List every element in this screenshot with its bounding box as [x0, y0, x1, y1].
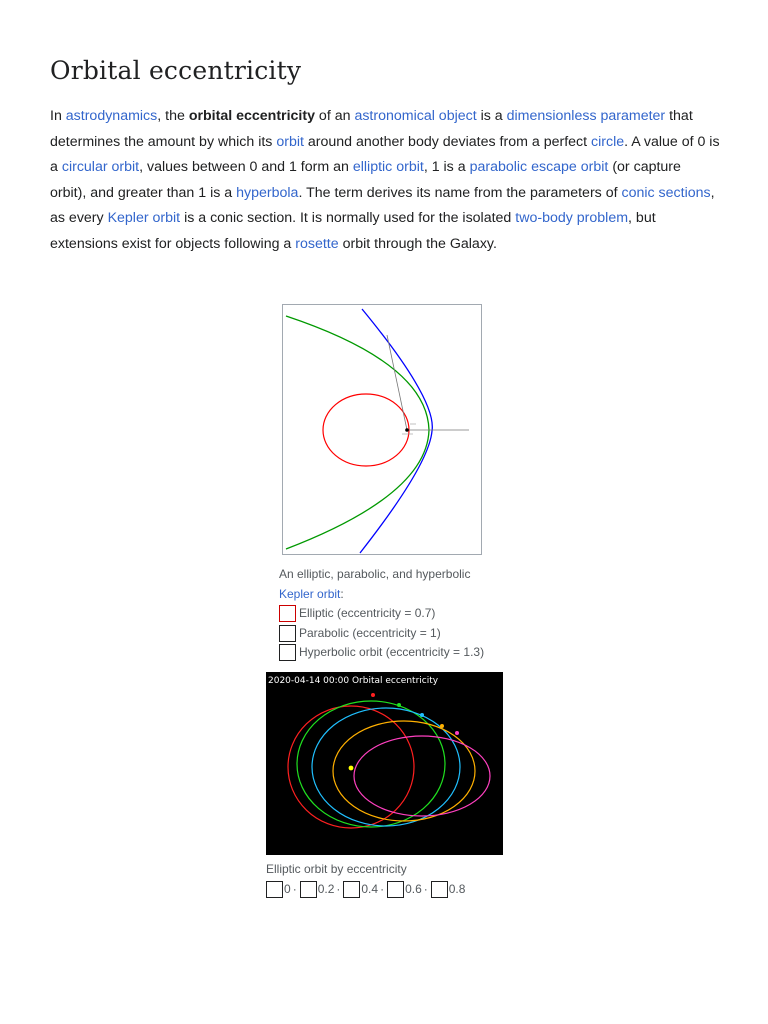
figure1-caption [279, 565, 519, 663]
link-elliptic-orbit[interactable]: elliptic orbit [352, 159, 424, 176]
legend-swatch [279, 625, 296, 642]
eccentricity-animation-figure[interactable] [266, 672, 503, 855]
orbiting-body-e06 [440, 724, 444, 728]
link-circle[interactable]: circle [591, 133, 625, 150]
legend-label: 0.4 [361, 881, 379, 896]
legend-label: 0 [284, 881, 291, 896]
eccentricity-animation [266, 672, 503, 855]
kepler-orbits-figure[interactable] [282, 304, 482, 555]
orbiting-body-e04 [420, 713, 424, 717]
legend-item-elliptic [279, 604, 519, 624]
legend-swatch [266, 881, 283, 898]
legend-item-hyperbolic [279, 643, 519, 663]
legend-separator: · [380, 881, 385, 896]
intro-text: is a conic section. It is normally used for the isolated [180, 210, 516, 227]
legend-swatch [431, 881, 448, 898]
legend-label: Hyperbolic orbit (eccentricity = 1.3) [299, 645, 485, 659]
legend-separator: · [423, 881, 428, 896]
kepler-orbits-diagram [283, 305, 481, 554]
legend-label: 0.8 [448, 881, 466, 896]
link-astronomical-object[interactable]: astronomical object [354, 108, 477, 124]
orbiting-body-e08 [455, 731, 459, 735]
orbiting-body-e02 [397, 703, 401, 707]
animation-timestamp-title: 2020-04-14 00:00 Orbital eccentricity [268, 676, 439, 686]
ellipse-curve [323, 394, 409, 466]
intro-text: In [50, 108, 66, 124]
legend-label: 0.2 [317, 881, 335, 896]
intro-text: of an [314, 108, 355, 124]
intro-text: , 1 is a [423, 159, 470, 176]
intro-text: . The term derives its name from the parameters of [298, 184, 622, 201]
parabola-curve [286, 316, 429, 549]
link-kepler-orbit[interactable]: Kepler orbit [107, 210, 181, 227]
legend-label: Parabolic (eccentricity = 1) [299, 625, 441, 640]
legend-label: Elliptic (eccentricity = 0.7) [299, 606, 436, 620]
legend-separator: · [336, 881, 341, 896]
legend-item-parabolic [279, 624, 519, 644]
eccentricity-legend [266, 880, 526, 900]
intro-text: (or capture orbit), and greater than 1 is a [50, 159, 681, 201]
link-hyperbola[interactable]: hyperbola [236, 184, 299, 201]
legend-swatch [387, 881, 404, 898]
hyperbola-curve [360, 309, 432, 553]
intro-text: is a [476, 108, 507, 124]
legend-swatch [343, 881, 360, 898]
caption-colon: : [340, 586, 344, 601]
orbiting-body-e0 [371, 693, 375, 697]
legend-swatch [279, 605, 296, 622]
figure2-caption-text: Elliptic orbit by eccentricity [266, 862, 407, 876]
bold-term: orbital eccentricity [188, 108, 315, 124]
intro-text: , but extensions exist for objects following a [50, 210, 656, 252]
legend-swatch [279, 644, 296, 661]
caption-text: An elliptic, parabolic, and hyperbolic [279, 567, 471, 581]
legend-swatch [300, 881, 317, 898]
page-title: Orbital eccentricity [50, 56, 302, 85]
figure2-caption [266, 860, 526, 900]
focus-point [349, 766, 354, 771]
link-astrodynamics[interactable]: astrodynamics [65, 108, 158, 124]
orbit-e04 [312, 708, 460, 826]
legend-separator: · [292, 881, 297, 896]
intro-text: . A value of 0 is a [50, 133, 720, 176]
figure1-caption-text [279, 565, 519, 604]
intro-text: , values between 0 and 1 form an [139, 159, 353, 176]
link-kepler-orbit-caption[interactable]: Kepler orbit [279, 586, 341, 601]
legend-label: 0.6 [405, 881, 422, 896]
focus-point [405, 428, 409, 432]
radius-line [387, 335, 407, 430]
link-two-body-problem[interactable]: two-body problem [515, 210, 629, 227]
intro-paragraph [50, 104, 720, 258]
link-conic-sections[interactable]: conic sections [621, 184, 711, 201]
link-rosette[interactable]: rosette [295, 235, 339, 252]
orbit-e02 [297, 701, 445, 827]
link-dimensionless-parameter[interactable]: dimensionless parameter [506, 108, 666, 124]
intro-text: orbit through the Galaxy. [338, 235, 497, 252]
intro-text: , as every [50, 184, 715, 227]
orbit-e08 [354, 736, 490, 816]
link-orbit[interactable]: orbit [276, 133, 304, 150]
link-circular-orbit[interactable]: circular orbit [61, 159, 140, 176]
intro-text: around another body deviates from a perfect [303, 133, 592, 150]
intro-text: that determines the amount by which its [50, 108, 693, 150]
link-parabolic-escape-orbit[interactable]: parabolic escape orbit [469, 159, 609, 176]
intro-text: , the [157, 108, 189, 124]
